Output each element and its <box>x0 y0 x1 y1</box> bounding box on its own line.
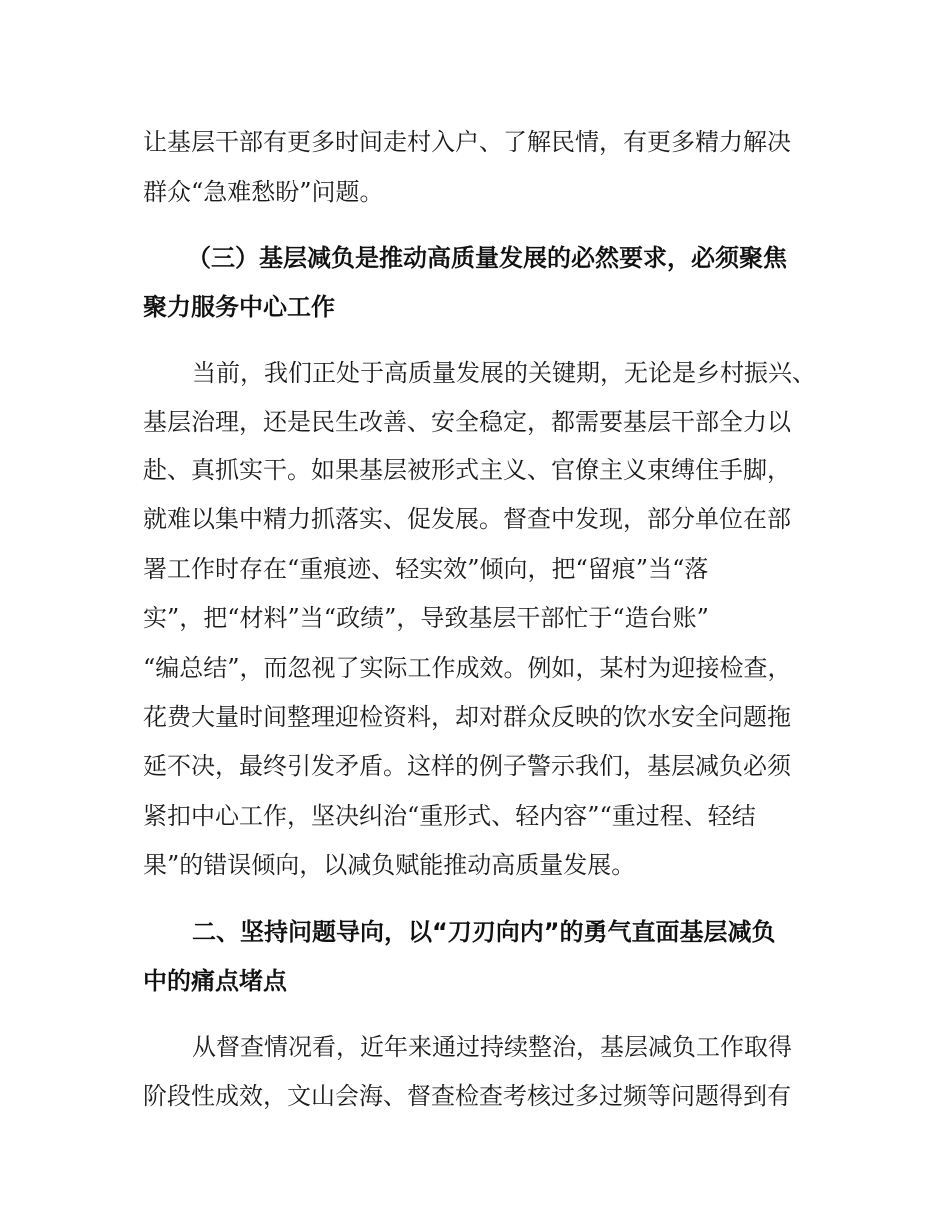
paragraph-line: 实”，把“材料”当“政绩”，导致基层干部忙于“造台账” <box>143 604 709 632</box>
section-heading-line: 二、坚持问题导向，以“刀刃向内”的勇气直面基层减负 <box>192 918 776 946</box>
paragraph-line: 从督查情况看，近年来通过持续整治，基层减负工作取得 <box>192 1033 792 1061</box>
paragraph-line: 就难以集中精力抓落实、促发展。督查中发现，部分单位在部 <box>143 505 791 533</box>
section-heading-line: 中的痛点堵点 <box>143 967 287 995</box>
paragraph-line: 署工作时存在“重痕迹、轻实效”倾向，把“留痕”当“落 <box>143 555 709 583</box>
paragraph-line: 紧扣中心工作，坚决纠治“重形式、轻内容”“重过程、轻结 <box>143 802 756 830</box>
section-heading-line: （三）基层减负是推动高质量发展的必然要求，必须聚焦 <box>187 244 787 272</box>
section-heading-line: 聚力服务中心工作 <box>143 293 335 321</box>
paragraph-line: 果”的错误倾向，以减负赋能推动高质量发展。 <box>143 851 636 879</box>
paragraph-line: “编总结”，而忽视了实际工作成效。例如，某村为迎接检查， <box>143 654 792 682</box>
paragraph-line: 花费大量时间整理迎检资料，却对群众反映的饮水安全问题拖 <box>143 703 791 731</box>
paragraph-line: 赴、真抓实干。如果基层被形式主义、官僚主义束缚住手脚， <box>143 456 791 484</box>
paragraph-line: 延不决，最终引发矛盾。这样的例子警示我们，基层减负必须 <box>143 752 791 780</box>
paragraph-line: 阶段性成效，文山会海、督查检查考核过多过频等问题得到有 <box>143 1082 791 1110</box>
paragraph-line: 让基层干部有更多时间走村入户、了解民情，有更多精力解决 <box>143 128 791 156</box>
paragraph-line: 当前，我们正处于高质量发展的关键期，无论是乡村振兴、 <box>192 359 816 387</box>
paragraph-line: 基层治理，还是民生改善、安全稳定，都需要基层干部全力以 <box>143 408 791 436</box>
paragraph-line: 群众“急难愁盼”问题。 <box>143 178 384 206</box>
